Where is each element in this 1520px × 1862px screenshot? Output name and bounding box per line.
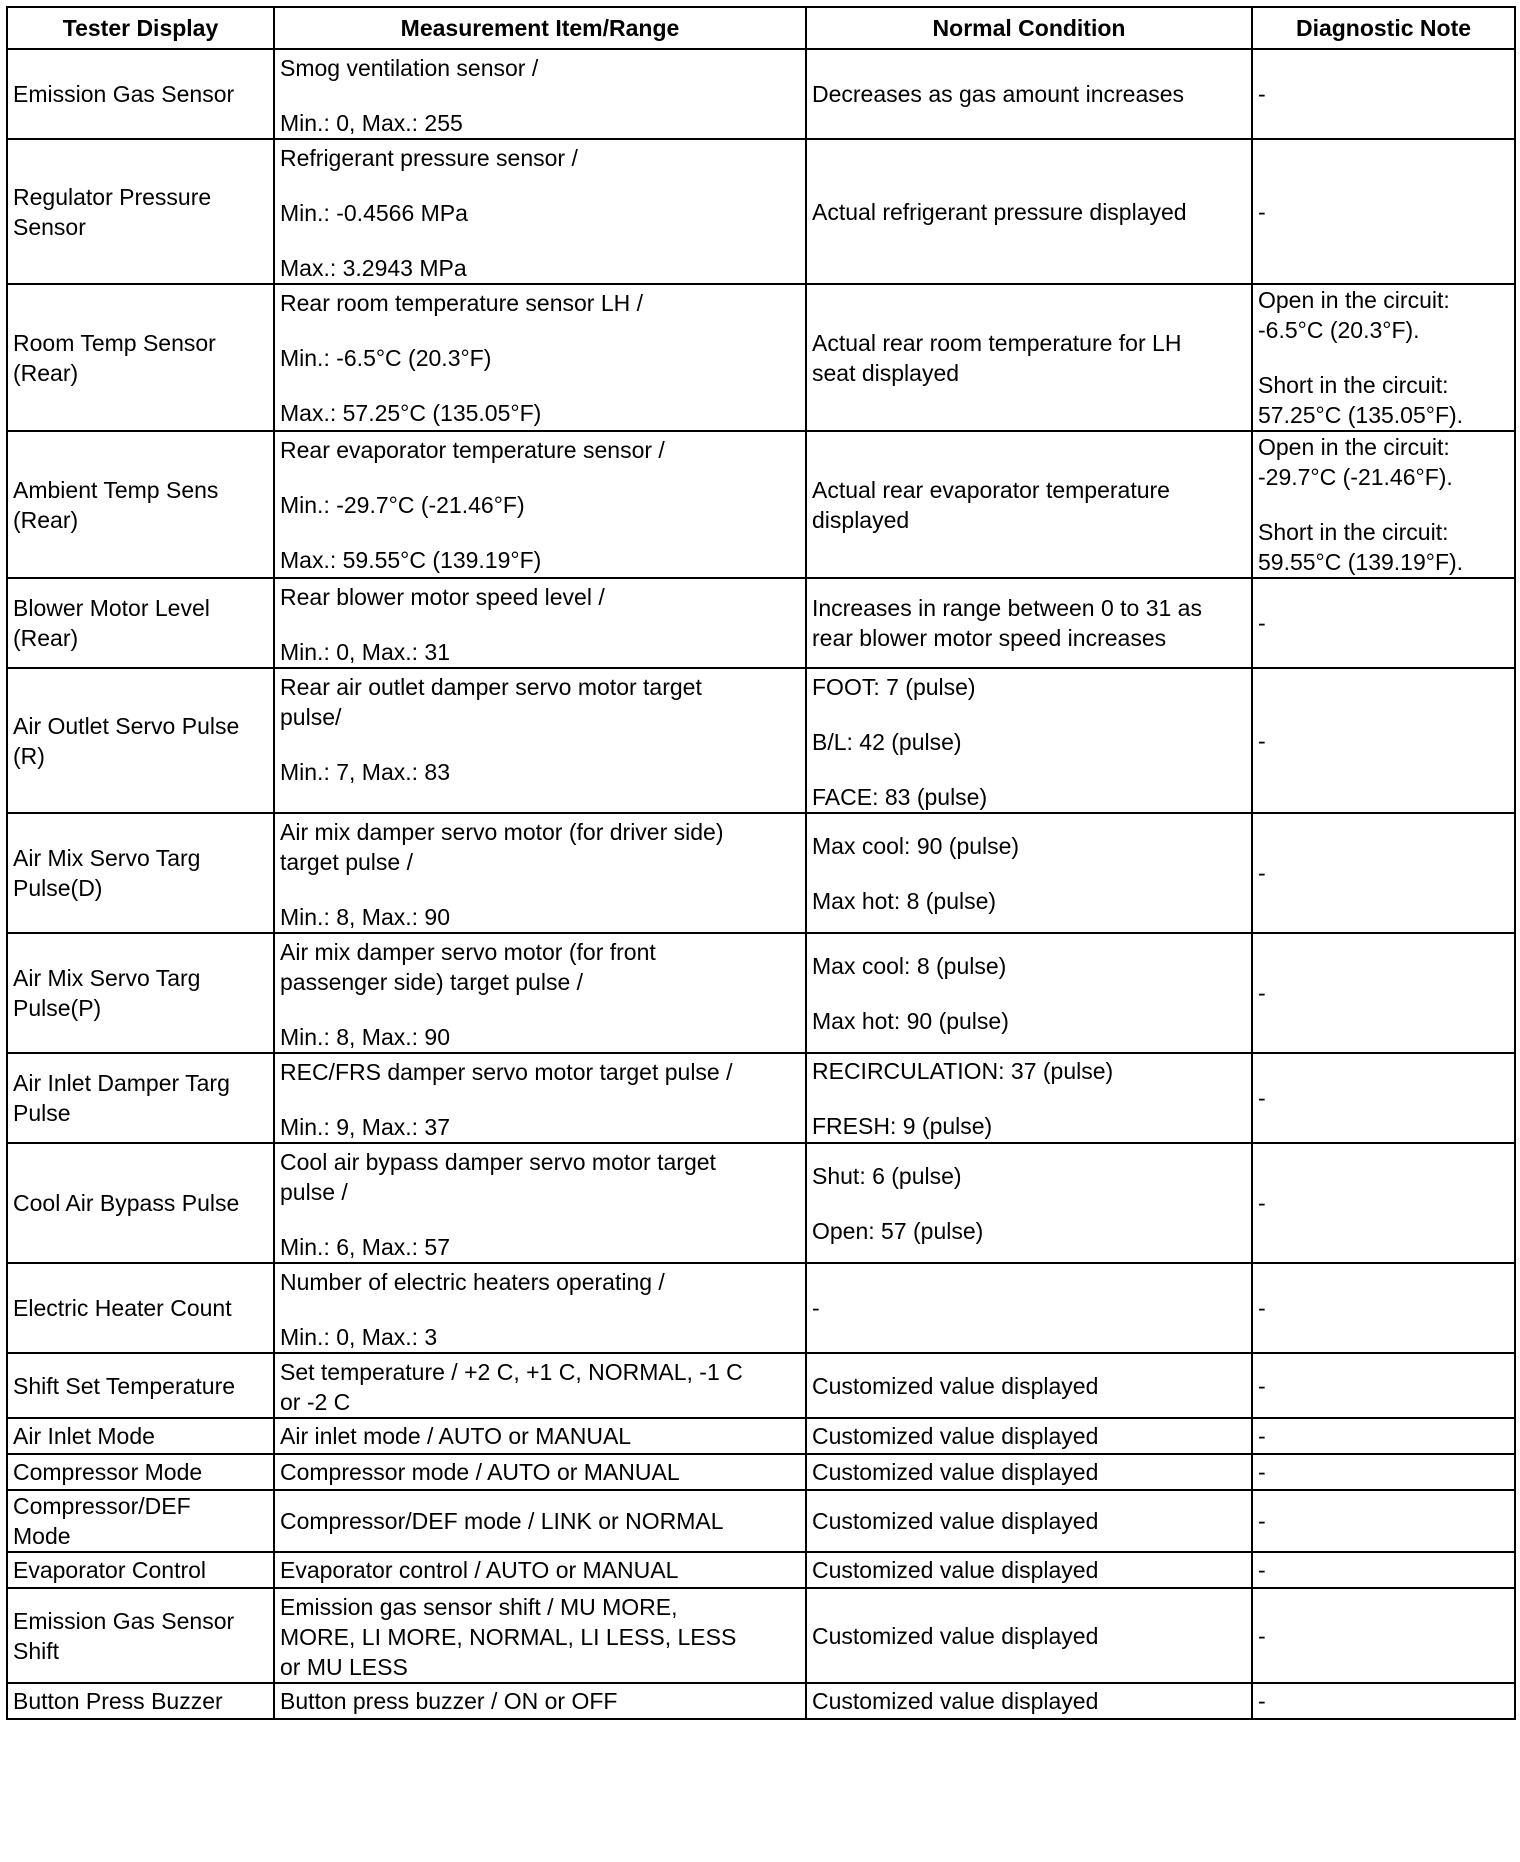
measurement-cell xyxy=(274,1490,806,1552)
tester-display-cell xyxy=(7,284,274,431)
measurement-cell xyxy=(274,1143,806,1263)
cell-text: Air Inlet Mode xyxy=(13,1423,155,1449)
normal-condition-cell xyxy=(806,933,1252,1053)
measurement-cell xyxy=(274,49,806,139)
cell-text: Air mix damper servo motor (for front xyxy=(280,939,656,965)
tester-display-cell xyxy=(7,1683,274,1719)
tester-display-cell xyxy=(7,578,274,668)
table-row xyxy=(7,1353,1515,1418)
cell-text: - xyxy=(1258,1557,1266,1583)
diagnostic-note-cell xyxy=(1252,1263,1515,1353)
tester-display-cell xyxy=(7,1552,274,1588)
normal-condition-cell xyxy=(806,1490,1252,1552)
table-row xyxy=(7,49,1515,139)
cell-text: - xyxy=(1258,81,1266,107)
cell-text: Min.: -6.5°C (20.3°F) xyxy=(280,345,492,371)
cell-text: Min.: 8, Max.: 90 xyxy=(280,904,451,930)
cell-text: Number of electric heaters operating / xyxy=(280,1269,665,1295)
table-row xyxy=(7,1683,1515,1719)
cell-text: Set temperature / +2 C, +1 C, NORMAL, -1 C xyxy=(280,1359,743,1385)
line-gap xyxy=(280,318,800,343)
cell-text: Rear room temperature sensor LH / xyxy=(280,290,644,316)
measurement-cell xyxy=(274,1588,806,1683)
line-gap xyxy=(280,612,800,637)
cell-text: rear blower motor speed increases xyxy=(812,625,1167,651)
normal-condition-cell xyxy=(806,1143,1252,1263)
cell-text: Blower Motor Level xyxy=(13,595,210,621)
line-gap xyxy=(280,997,800,1022)
cell-text: (Rear) xyxy=(13,359,79,386)
cell-text: Customized value displayed xyxy=(812,1508,1099,1534)
normal-condition-cell xyxy=(806,668,1252,813)
tester-display-cell xyxy=(7,1418,274,1454)
cell-text: (Rear) xyxy=(13,625,79,651)
table-row xyxy=(7,431,1515,578)
diagnostic-note-cell xyxy=(1252,578,1515,668)
cell-text: Max cool: 90 (pulse) xyxy=(812,832,1020,859)
diagnostic-note-cell xyxy=(1252,1053,1515,1143)
diagnostic-note-cell xyxy=(1252,1552,1515,1588)
diagnostic-note-cell xyxy=(1252,139,1515,284)
cell-text: Electric Heater Count xyxy=(13,1295,232,1321)
cell-text: Open in the circuit: xyxy=(1258,434,1450,460)
cell-text: (R) xyxy=(13,742,45,769)
measurement-cell xyxy=(274,1454,806,1490)
normal-condition-cell xyxy=(806,1588,1252,1683)
cell-text: displayed xyxy=(812,506,910,533)
cell-text: Min.: 0, Max.: 255 xyxy=(280,110,463,136)
cell-text: RECIRCULATION: 37 (pulse) xyxy=(812,1057,1114,1084)
cell-text: or -2 C xyxy=(280,1389,351,1415)
cell-text: Actual rear room temperature for LH xyxy=(812,329,1182,356)
cell-text: Ambient Temp Sens xyxy=(13,476,219,503)
measurement-cell xyxy=(274,284,806,431)
table-row xyxy=(7,284,1515,431)
table-row xyxy=(7,1263,1515,1353)
cell-text: Pulse(P) xyxy=(13,995,102,1021)
cell-text: - xyxy=(1258,1085,1266,1111)
cell-text: Shut: 6 (pulse) xyxy=(812,1162,962,1189)
line-gap xyxy=(280,1207,800,1232)
measurement-cell xyxy=(274,1552,806,1588)
cell-text: Open in the circuit: xyxy=(1258,287,1450,313)
header-tester-display: Tester Display xyxy=(7,7,274,49)
tester-display-cell xyxy=(7,49,274,139)
diagnostic-note-cell xyxy=(1252,49,1515,139)
cell-text: Sensor xyxy=(13,213,86,240)
normal-condition-cell xyxy=(806,139,1252,284)
measurement-cell xyxy=(274,1053,806,1143)
diagnostic-note-cell xyxy=(1252,813,1515,933)
cell-text: Actual rear evaporator temperature xyxy=(812,476,1170,503)
table-row xyxy=(7,1143,1515,1263)
cell-text: Air mix damper servo motor (for driver side) xyxy=(280,819,724,845)
cell-text: - xyxy=(1258,1190,1266,1216)
tester-display-table xyxy=(6,6,1516,1720)
normal-condition-cell xyxy=(806,431,1252,578)
cell-text: MORE, LI MORE, NORMAL, LI LESS, LESS xyxy=(280,1624,737,1650)
cell-text: - xyxy=(1258,860,1266,886)
tester-display-cell xyxy=(7,1588,274,1683)
line-gap xyxy=(280,173,800,198)
cell-text: Air inlet mode / AUTO or MANUAL xyxy=(280,1423,632,1449)
cell-text: - xyxy=(1258,1372,1266,1399)
cell-text: Compressor/DEF mode / LINK or NORMAL xyxy=(280,1508,724,1534)
table-row xyxy=(7,1588,1515,1683)
cell-text: Rear blower motor speed level / xyxy=(280,584,605,610)
cell-text: Min.: -29.7°C (-21.46°F) xyxy=(280,492,525,518)
cell-text: Min.: 6, Max.: 57 xyxy=(280,1234,451,1260)
tester-display-cell xyxy=(7,1143,274,1263)
table-row xyxy=(7,933,1515,1053)
line-gap xyxy=(280,228,800,253)
cell-text: Min.: 0, Max.: 31 xyxy=(280,639,451,665)
cell-text: Max hot: 8 (pulse) xyxy=(812,887,997,914)
diagnostic-note-cell xyxy=(1252,1588,1515,1683)
cell-text: Max hot: 90 (pulse) xyxy=(812,1007,1009,1034)
table-row xyxy=(7,1552,1515,1588)
header-measurement-item: Measurement Item/Range xyxy=(274,7,806,49)
cell-text: Shift Set Temperature xyxy=(13,1372,236,1399)
cell-text: Evaporator Control xyxy=(13,1557,207,1583)
cell-text: Max cool: 8 (pulse) xyxy=(812,952,1007,979)
diagnostic-note-cell xyxy=(1252,1418,1515,1454)
normal-condition-cell xyxy=(806,1683,1252,1719)
cell-text: target pulse / xyxy=(280,849,413,875)
cell-text: or MU LESS xyxy=(280,1654,408,1680)
cell-text: Min.: 8, Max.: 90 xyxy=(280,1024,451,1050)
normal-condition-cell xyxy=(806,813,1252,933)
cell-text: Regulator Pressure xyxy=(13,183,212,210)
cell-text: Pulse xyxy=(13,1100,71,1126)
tester-display-cell xyxy=(7,1490,274,1552)
cell-text: Actual refrigerant pressure displayed xyxy=(812,198,1187,225)
cell-text: FACE: 83 (pulse) xyxy=(812,784,988,810)
cell-text: Short in the circuit: xyxy=(1258,372,1449,398)
cell-text: pulse/ xyxy=(280,704,342,730)
cell-text: Customized value displayed xyxy=(812,1557,1099,1583)
line-gap xyxy=(812,981,1246,1006)
line-gap xyxy=(280,465,800,490)
line-gap xyxy=(280,1297,800,1322)
cell-text: - xyxy=(1258,1622,1266,1649)
diagnostic-note-cell xyxy=(1252,1490,1515,1552)
cell-text: Customized value displayed xyxy=(812,1688,1099,1714)
cell-text: Air Inlet Damper Targ xyxy=(13,1070,230,1096)
table-row xyxy=(7,578,1515,668)
cell-text: Max.: 57.25°C (135.05°F) xyxy=(280,400,542,426)
cell-text: Increases in range between 0 to 31 as xyxy=(812,595,1202,621)
cell-text: Max.: 59.55°C (139.19°F) xyxy=(280,547,542,573)
cell-text: Smog ventilation sensor / xyxy=(280,55,539,81)
diagnostic-note-cell xyxy=(1252,668,1515,813)
table-row xyxy=(7,139,1515,284)
tester-display-cell xyxy=(7,1263,274,1353)
cell-text: Refrigerant pressure sensor / xyxy=(280,145,578,171)
tester-display-cell xyxy=(7,139,274,284)
cell-text: 59.55°C (139.19°F). xyxy=(1258,549,1464,575)
line-gap xyxy=(812,1086,1246,1111)
cell-text: Max.: 3.2943 MPa xyxy=(280,255,467,281)
line-gap xyxy=(1258,345,1509,370)
cell-text: Compressor Mode xyxy=(13,1459,203,1485)
measurement-cell xyxy=(274,139,806,284)
line-gap xyxy=(280,373,800,398)
cell-text: Customized value displayed xyxy=(812,1622,1099,1649)
line-gap xyxy=(812,702,1246,727)
diagnostic-note-cell xyxy=(1252,284,1515,431)
measurement-cell xyxy=(274,578,806,668)
cell-text: (Rear) xyxy=(13,506,79,533)
cell-text: - xyxy=(1258,1295,1266,1321)
cell-text: Compressor/DEF xyxy=(13,1493,191,1519)
cell-text: Min.: 0, Max.: 3 xyxy=(280,1324,438,1350)
diagnostic-note-cell xyxy=(1252,1683,1515,1719)
header-diagnostic-note: Diagnostic Note xyxy=(1252,7,1515,49)
cell-text: - xyxy=(1258,1423,1266,1449)
normal-condition-cell xyxy=(806,1053,1252,1143)
tester-display-cell xyxy=(7,1053,274,1143)
line-gap xyxy=(812,1191,1246,1216)
table-row xyxy=(7,1418,1515,1454)
line-gap xyxy=(812,861,1246,886)
cell-text: - xyxy=(1258,1508,1266,1534)
line-gap xyxy=(280,83,800,108)
diagnostic-note-cell xyxy=(1252,431,1515,578)
tester-display-cell xyxy=(7,431,274,578)
measurement-cell xyxy=(274,1683,806,1719)
normal-condition-cell xyxy=(806,284,1252,431)
normal-condition-cell xyxy=(806,1353,1252,1418)
cell-text: Customized value displayed xyxy=(812,1459,1099,1485)
measurement-cell xyxy=(274,668,806,813)
cell-text: - xyxy=(1258,198,1266,225)
cell-text: Cool Air Bypass Pulse xyxy=(13,1190,240,1216)
table-row xyxy=(7,668,1515,813)
cell-text: Short in the circuit: xyxy=(1258,519,1449,545)
cell-text: Rear evaporator temperature sensor / xyxy=(280,437,665,463)
cell-text: Compressor mode / AUTO or MANUAL xyxy=(280,1459,680,1485)
measurement-cell xyxy=(274,813,806,933)
line-gap xyxy=(280,1087,800,1112)
measurement-cell xyxy=(274,1418,806,1454)
table-body xyxy=(7,49,1515,1719)
diagnostic-note-cell xyxy=(1252,933,1515,1053)
cell-text: - xyxy=(1258,1459,1266,1485)
cell-text: FRESH: 9 (pulse) xyxy=(812,1112,993,1139)
cell-text: Button Press Buzzer xyxy=(13,1688,223,1714)
cell-text: Pulse(D) xyxy=(13,875,103,901)
cell-text: Cool air bypass damper servo motor target xyxy=(280,1149,716,1175)
cell-text: - xyxy=(1258,610,1266,636)
cell-text: - xyxy=(812,1295,820,1321)
measurement-cell xyxy=(274,431,806,578)
cell-text: Rear air outlet damper servo motor target xyxy=(280,674,702,700)
diagnostic-note-cell xyxy=(1252,1454,1515,1490)
header-normal-condition: Normal Condition xyxy=(806,7,1252,49)
normal-condition-cell xyxy=(806,1454,1252,1490)
normal-condition-cell xyxy=(806,1552,1252,1588)
measurement-cell xyxy=(274,933,806,1053)
line-gap xyxy=(280,520,800,545)
measurement-cell xyxy=(274,1263,806,1353)
cell-text: Room Temp Sensor xyxy=(13,329,216,356)
diagnostic-note-cell xyxy=(1252,1353,1515,1418)
line-gap xyxy=(280,877,800,902)
diagnostic-note-cell xyxy=(1252,1143,1515,1263)
cell-text: seat displayed xyxy=(812,359,960,386)
cell-text: Mode xyxy=(13,1523,71,1549)
normal-condition-cell xyxy=(806,578,1252,668)
tester-display-cell xyxy=(7,933,274,1053)
table-row xyxy=(7,1053,1515,1143)
measurement-cell xyxy=(274,1353,806,1418)
cell-text: 57.25°C (135.05°F). xyxy=(1258,402,1464,428)
tester-display-cell xyxy=(7,668,274,813)
cell-text: Open: 57 (pulse) xyxy=(812,1217,984,1244)
normal-condition-cell xyxy=(806,49,1252,139)
cell-text: REC/FRS damper servo motor target pulse / xyxy=(280,1059,733,1085)
cell-text: - xyxy=(1258,1688,1266,1714)
cell-text: passenger side) target pulse / xyxy=(280,969,584,995)
cell-text: Emission gas sensor shift / MU MORE, xyxy=(280,1594,678,1620)
line-gap xyxy=(280,732,800,757)
header-row xyxy=(7,7,1515,49)
cell-text: -6.5°C (20.3°F). xyxy=(1258,317,1420,343)
normal-condition-cell xyxy=(806,1263,1252,1353)
line-gap xyxy=(1258,492,1509,517)
cell-text: Emission Gas Sensor xyxy=(13,1607,235,1634)
cell-text: Button press buzzer / ON or OFF xyxy=(280,1688,618,1714)
cell-text: - xyxy=(1258,727,1266,754)
cell-text: Air Outlet Servo Pulse xyxy=(13,712,240,739)
cell-text: Air Mix Servo Targ xyxy=(13,845,201,871)
cell-text: Decreases as gas amount increases xyxy=(812,81,1185,107)
tester-display-cell xyxy=(7,1454,274,1490)
cell-text: -29.7°C (-21.46°F). xyxy=(1258,464,1453,490)
cell-text: B/L: 42 (pulse) xyxy=(812,729,962,755)
cell-text: Air Mix Servo Targ xyxy=(13,965,201,991)
cell-text: Min.: 9, Max.: 37 xyxy=(280,1114,451,1140)
cell-text: FOOT: 7 (pulse) xyxy=(812,674,976,700)
cell-text: pulse / xyxy=(280,1179,348,1205)
cell-text: Min.: 7, Max.: 83 xyxy=(280,759,451,785)
cell-text: - xyxy=(1258,980,1266,1006)
cell-text: Min.: -0.4566 MPa xyxy=(280,200,468,226)
tester-display-cell xyxy=(7,1353,274,1418)
cell-text: Emission Gas Sensor xyxy=(13,81,235,107)
table-row xyxy=(7,813,1515,933)
line-gap xyxy=(812,757,1246,782)
cell-text: Customized value displayed xyxy=(812,1372,1099,1399)
cell-text: Evaporator control / AUTO or MANUAL xyxy=(280,1557,679,1583)
table-row xyxy=(7,1454,1515,1490)
cell-text: Shift xyxy=(13,1637,60,1664)
table-row xyxy=(7,1490,1515,1552)
normal-condition-cell xyxy=(806,1418,1252,1454)
cell-text: Customized value displayed xyxy=(812,1423,1099,1449)
tester-display-cell xyxy=(7,813,274,933)
